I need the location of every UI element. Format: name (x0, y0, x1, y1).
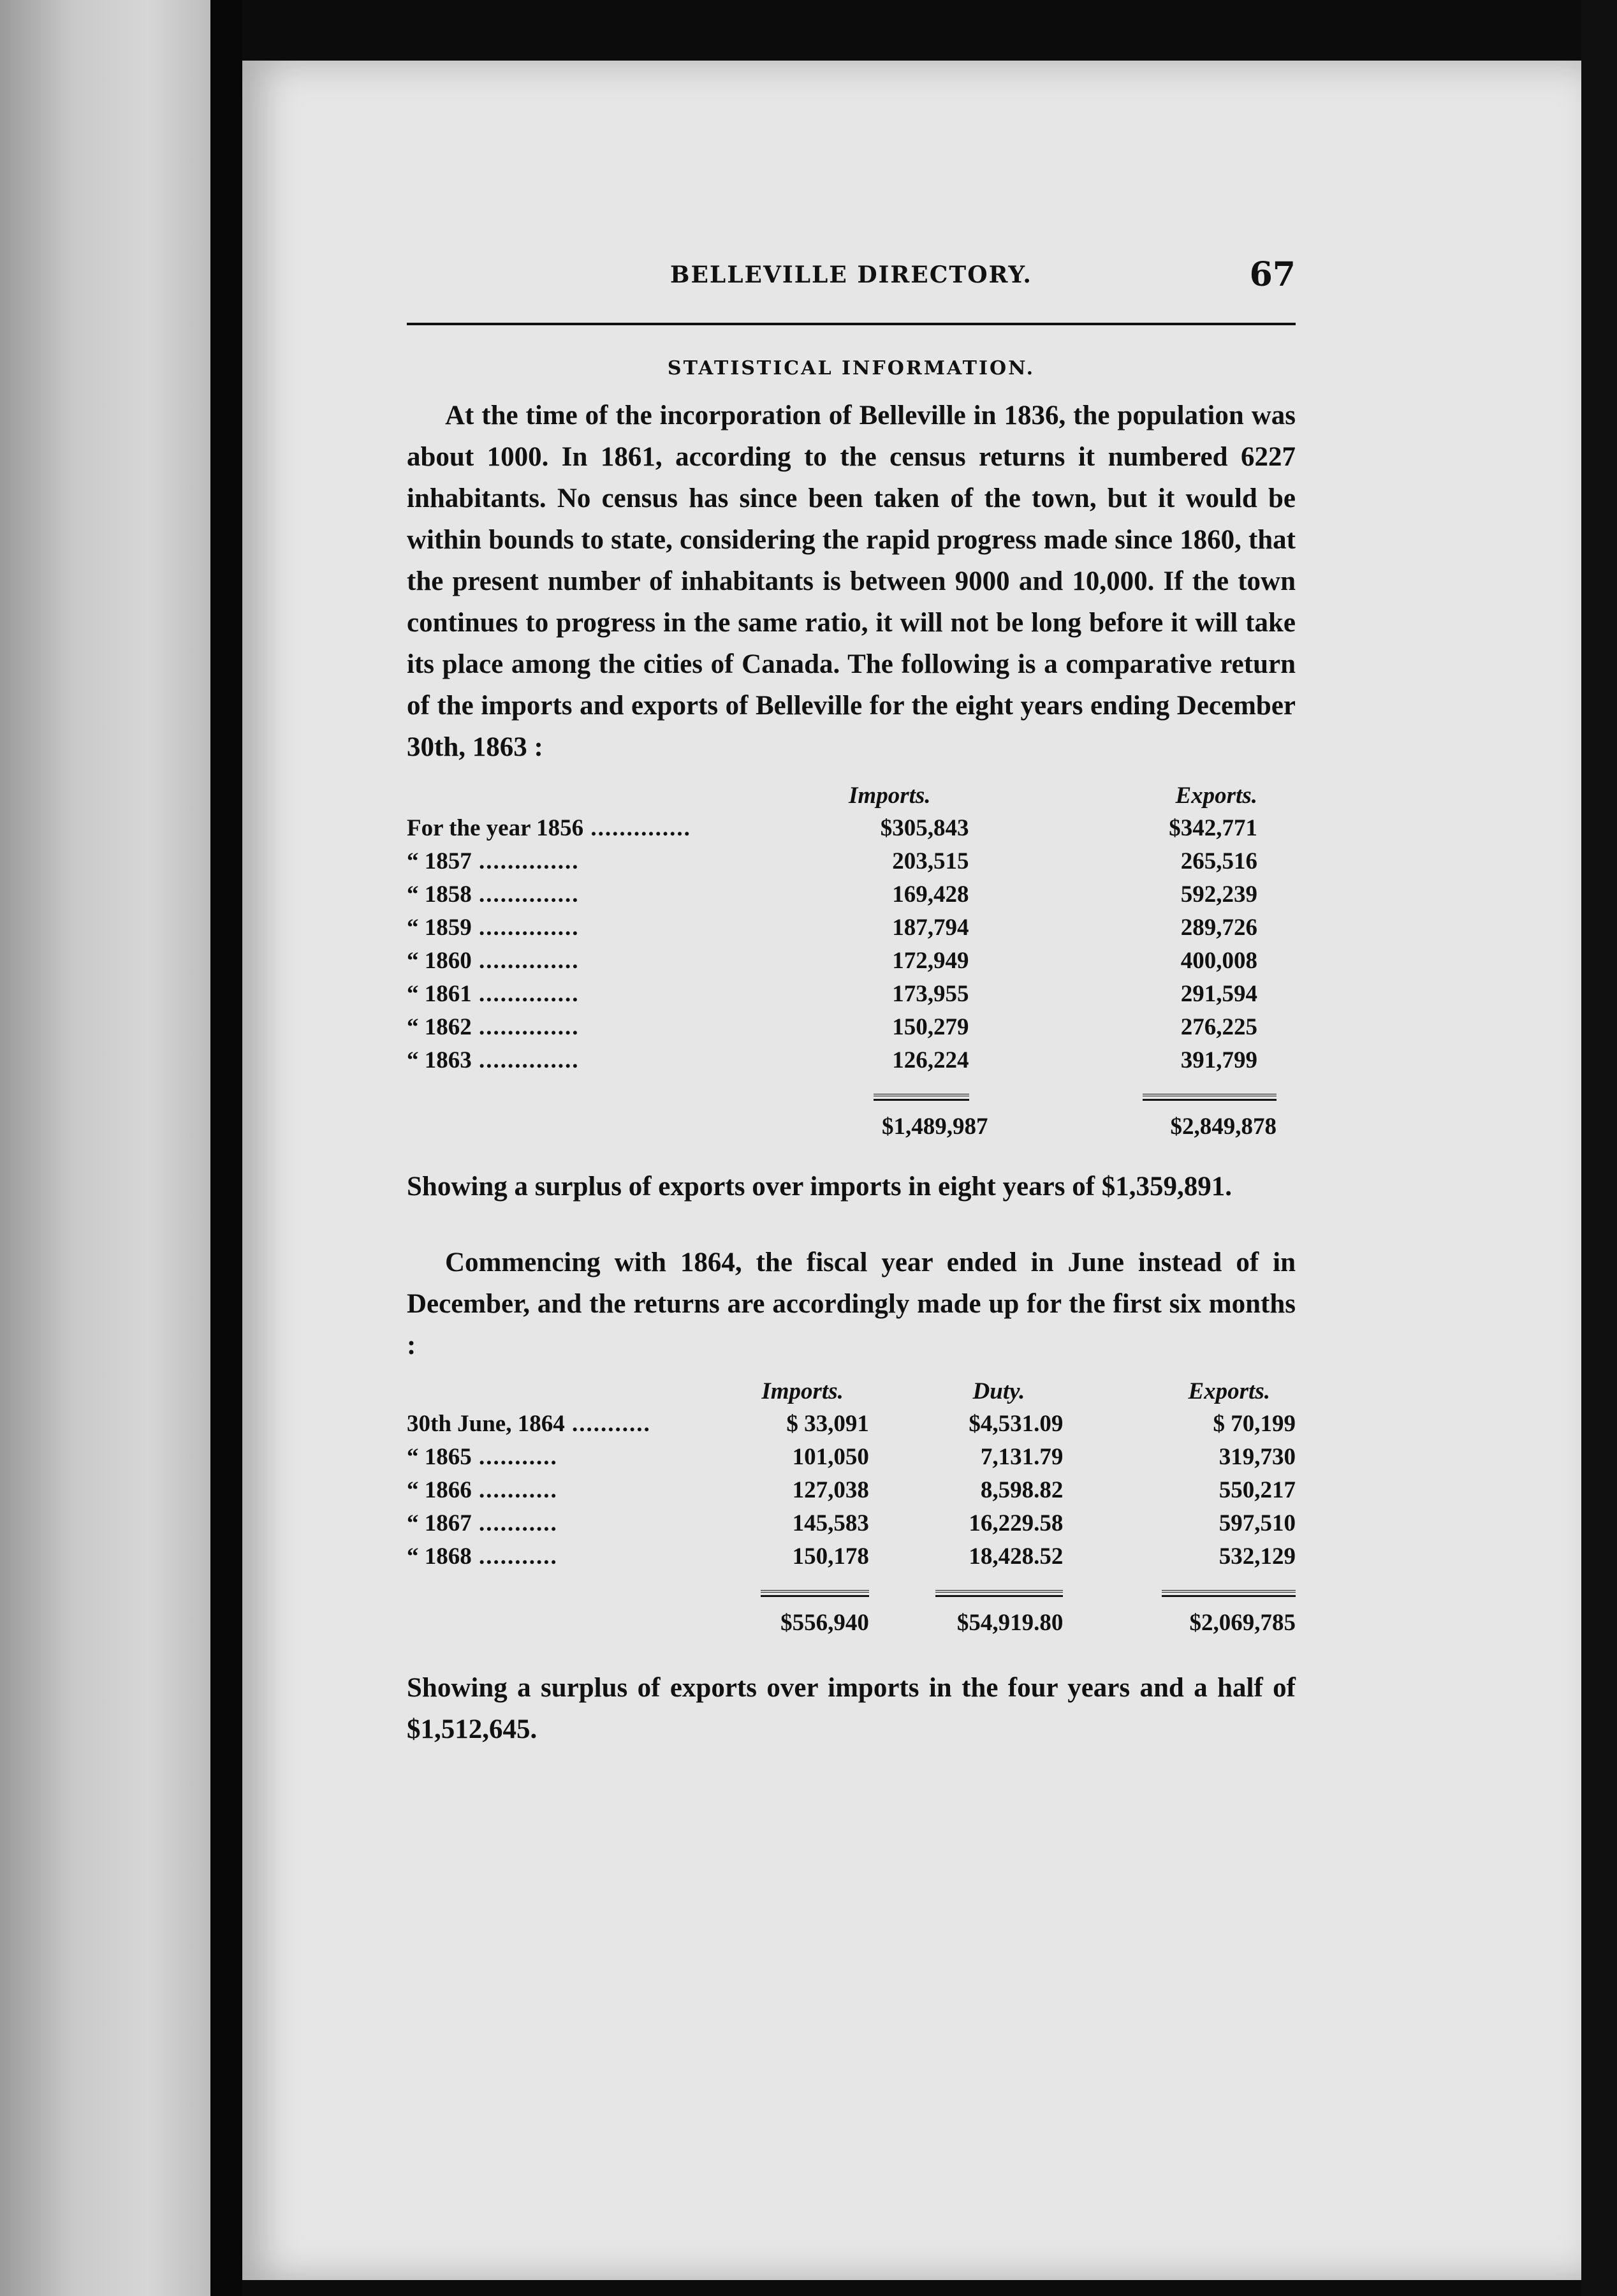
year-label: “ 1857 .............. (407, 848, 580, 874)
year-label: “ 1863 .............. (407, 1047, 580, 1073)
exports-cell: 319,730 (1218, 1443, 1296, 1470)
exports-cell: 289,726 (1180, 914, 1257, 941)
exports-cell: 550,217 (1218, 1476, 1296, 1503)
page-number: 67 (1249, 255, 1296, 294)
table-header-row (407, 1375, 1296, 1407)
totals-row (407, 1606, 1296, 1639)
year-label: “ 1862 .............. (407, 1013, 580, 1040)
section-title: STATISTICAL INFORMATION. (667, 357, 1035, 379)
imports-cell: 126,224 (892, 1047, 969, 1073)
year-label: 30th June, 1864 ........... (407, 1410, 651, 1437)
imports-cell: 172,949 (892, 947, 969, 974)
duty-cell: 16,229.58 (969, 1510, 1064, 1536)
imports-cell: 169,428 (892, 881, 969, 908)
totals-rule-row (407, 1573, 1296, 1606)
table-row (407, 977, 1296, 1010)
total-exports: $2,849,878 (1170, 1113, 1277, 1140)
running-header (407, 255, 1296, 300)
imports-cell: $ 33,091 (786, 1410, 869, 1437)
exports-cell: 597,510 (1218, 1510, 1296, 1536)
year-label: “ 1861 .............. (407, 980, 580, 1007)
imports-cell: 101,050 (792, 1443, 869, 1470)
imports-cell: 173,955 (892, 980, 969, 1007)
duty-cell: 7,131.79 (980, 1443, 1064, 1470)
imports-duty-exports-table-1864-1868 (407, 1375, 1296, 1639)
imports-cell: $305,843 (880, 814, 969, 841)
table-row (407, 1043, 1296, 1077)
table-row (407, 1540, 1296, 1573)
exports-column-header: Exports. (1175, 782, 1257, 809)
table-row (407, 1010, 1296, 1043)
imports-cell: 145,583 (792, 1510, 869, 1536)
table-row (407, 911, 1296, 944)
totals-rule-row (407, 1077, 1296, 1110)
exports-cell: 532,129 (1218, 1543, 1296, 1570)
year-label: “ 1859 .............. (407, 914, 580, 941)
total-imports: $1,489,987 (882, 1113, 988, 1140)
scan-border (1581, 0, 1617, 2296)
table-row (407, 878, 1296, 911)
year-label: “ 1858 .............. (407, 881, 580, 908)
intro-paragraph: At the time of the incorporation of Belleville in 1836, the population was about 1000. In 1861, according to the census returns it numbered 6227 inhabitants. No census has since been taken of the town, but it would be within bounds to state, considering the rapid progress made since 1860, that the present number of inhabitants is between 9000 and 10,000. If the town continues to progress in the same ratio, it will not be long before it will take its place among the cities of Canada. The following is a comparative return of the imports and exports of Belleville for the eight years ending December 30th, 1863 : (407, 401, 1296, 762)
table-row (407, 1440, 1296, 1473)
exports-column-header: Exports. (1188, 1378, 1270, 1404)
table-row (407, 1407, 1296, 1440)
exports-cell: 592,239 (1180, 881, 1257, 908)
year-label: “ 1865 ........... (407, 1443, 558, 1470)
table-header-row (407, 779, 1296, 811)
total-exports: $2,069,785 (1189, 1609, 1296, 1636)
surplus-paragraph-2: Showing a surplus of exports over imports in the four years and a half of $1,512,645. (407, 1673, 1296, 1744)
duty-cell: $4,531.09 (969, 1410, 1064, 1437)
imports-column-header: Imports. (761, 1378, 844, 1404)
exports-cell: $ 70,199 (1213, 1410, 1296, 1437)
adjacent-page-edge (0, 0, 210, 2296)
year-label: “ 1860 .............. (407, 947, 580, 974)
table-row (407, 844, 1296, 878)
exports-cell: 391,799 (1180, 1047, 1257, 1073)
imports-cell: 187,794 (892, 914, 969, 941)
table-row (407, 1506, 1296, 1540)
fiscal-year-paragraph: Commencing with 1864, the fiscal year ended in June instead of in December, and the returns are accordingly made up for the first six months : (407, 1247, 1296, 1360)
imports-cell: 203,515 (892, 848, 969, 874)
exports-cell: 265,516 (1180, 848, 1257, 874)
page-content (407, 255, 1296, 1750)
imports-cell: 150,178 (792, 1543, 869, 1570)
duty-cell: 18,428.52 (969, 1543, 1064, 1570)
totals-row (407, 1110, 1296, 1143)
imports-column-header: Imports. (849, 782, 931, 809)
year-label: “ 1867 ........... (407, 1510, 558, 1536)
year-label: “ 1866 ........... (407, 1476, 558, 1503)
total-imports: $556,940 (780, 1609, 869, 1636)
duty-cell: 8,598.82 (980, 1476, 1064, 1503)
running-title: BELLEVILLE DIRECTORY. (670, 261, 1032, 288)
table-row (407, 1473, 1296, 1506)
exports-cell: 400,008 (1180, 947, 1257, 974)
table-row (407, 944, 1296, 977)
imports-cell: 127,038 (792, 1476, 869, 1503)
duty-column-header: Duty. (972, 1378, 1025, 1404)
imports-exports-table-1856-1863 (407, 779, 1296, 1143)
surplus-paragraph-1: Showing a surplus of exports over imports in eight years of $1,359,891. (407, 1172, 1233, 1202)
book-spine (210, 0, 242, 2296)
exports-cell: $342,771 (1169, 814, 1257, 841)
table-row (407, 811, 1296, 844)
year-label: “ 1868 ........... (407, 1543, 558, 1570)
year-label: For the year 1856 .............. (407, 814, 691, 841)
total-duty: $54,919.80 (956, 1609, 1064, 1636)
imports-cell: 150,279 (892, 1013, 969, 1040)
exports-cell: 276,225 (1180, 1013, 1257, 1040)
header-rule (407, 323, 1296, 325)
exports-cell: 291,594 (1180, 980, 1257, 1007)
